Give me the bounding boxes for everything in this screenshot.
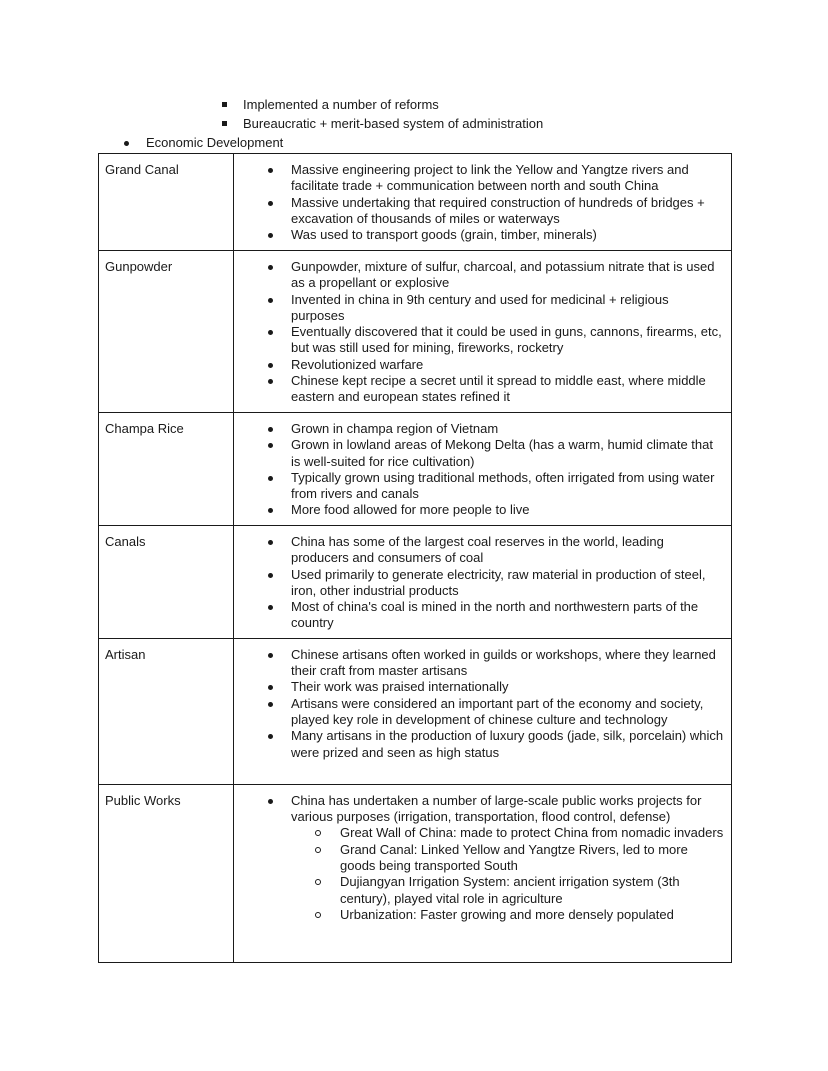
- list-item: Chinese kept recipe a secret until it spread to middle east, where middle eastern and european states refined it: [234, 373, 725, 406]
- reform-list: [219, 97, 543, 135]
- term-cell: Artisan: [99, 638, 234, 784]
- description-cell: [234, 154, 732, 251]
- description-cell: [234, 638, 732, 784]
- list-item: More food allowed for more people to live: [234, 502, 725, 518]
- term-cell: Gunpowder: [99, 251, 234, 413]
- list-item: Eventually discovered that it could be used in guns, cannons, firearms, etc, but was still used for mining, fireworks, rocketry: [234, 324, 725, 357]
- table-row: [99, 154, 732, 251]
- list-item: Grown in champa region of Vietnam: [234, 421, 725, 437]
- term-cell: Public Works: [99, 784, 234, 962]
- term-cell: Champa Rice: [99, 413, 234, 526]
- list-item: China has undertaken a number of large-scale public works projects for various purposes (irrigation, transportation, flood control, defense): [234, 793, 725, 826]
- table-row: [99, 251, 732, 413]
- list-item: Was used to transport goods (grain, timber, minerals): [234, 227, 725, 243]
- list-item: Invented in china in 9th century and used for medicinal + religious purposes: [234, 292, 725, 325]
- table-row: [99, 784, 732, 962]
- sub-list-item: Grand Canal: Linked Yellow and Yangtze Rivers, led to more goods being transported South: [234, 842, 725, 875]
- list-item: Implemented a number of reforms: [219, 97, 543, 116]
- list-item: Gunpowder, mixture of sulfur, charcoal, and potassium nitrate that is used as a propellant or explosive: [234, 259, 725, 292]
- list-item: Massive engineering project to link the Yellow and Yangtze rivers and facilitate trade + communication between north and south China: [234, 162, 725, 195]
- sub-list-item: Urbanization: Faster growing and more densely populated: [234, 907, 725, 923]
- list-item: Many artisans in the production of luxury goods (jade, silk, porcelain) which were prized and seen as high status: [234, 728, 725, 761]
- list-item: China has some of the largest coal reserves in the world, leading producers and consumers of coal: [234, 534, 725, 567]
- term-cell: Canals: [99, 526, 234, 639]
- term-cell: Grand Canal: [99, 154, 234, 251]
- section-heading: Economic Development: [124, 135, 283, 151]
- description-cell: [234, 526, 732, 639]
- sub-list-item: Great Wall of China: made to protect China from nomadic invaders: [234, 825, 725, 841]
- list-item: Used primarily to generate electricity, raw material in production of steel, iron, other industrial products: [234, 567, 725, 600]
- description-cell: [234, 784, 732, 962]
- list-item: Most of china's coal is mined in the north and northwestern parts of the country: [234, 599, 725, 632]
- description-cell: [234, 251, 732, 413]
- list-item: Revolutionized warfare: [234, 357, 725, 373]
- table-row: [99, 638, 732, 784]
- sub-list-item: Dujiangyan Irrigation System: ancient irrigation system (3th century), played vital role in agriculture: [234, 874, 725, 907]
- list-item: Typically grown using traditional methods, often irrigated from using water from rivers and canals: [234, 470, 725, 503]
- table-row: [99, 413, 732, 526]
- list-item: Massive undertaking that required construction of hundreds of bridges + excavation of thousands of miles or waterways: [234, 195, 725, 228]
- description-cell: [234, 413, 732, 526]
- notes-table: [98, 153, 732, 963]
- list-item: Artisans were considered an important part of the economy and society, played key role in development of chinese culture and technology: [234, 696, 725, 729]
- list-item: Their work was praised internationally: [234, 679, 725, 695]
- list-item: Chinese artisans often worked in guilds or workshops, where they learned their craft from master artisans: [234, 647, 725, 680]
- table-row: [99, 526, 732, 639]
- list-item: Bureaucratic + merit-based system of administration: [219, 116, 543, 135]
- list-item: Grown in lowland areas of Mekong Delta (has a warm, humid climate that is well-suited for rice cultivation): [234, 437, 725, 470]
